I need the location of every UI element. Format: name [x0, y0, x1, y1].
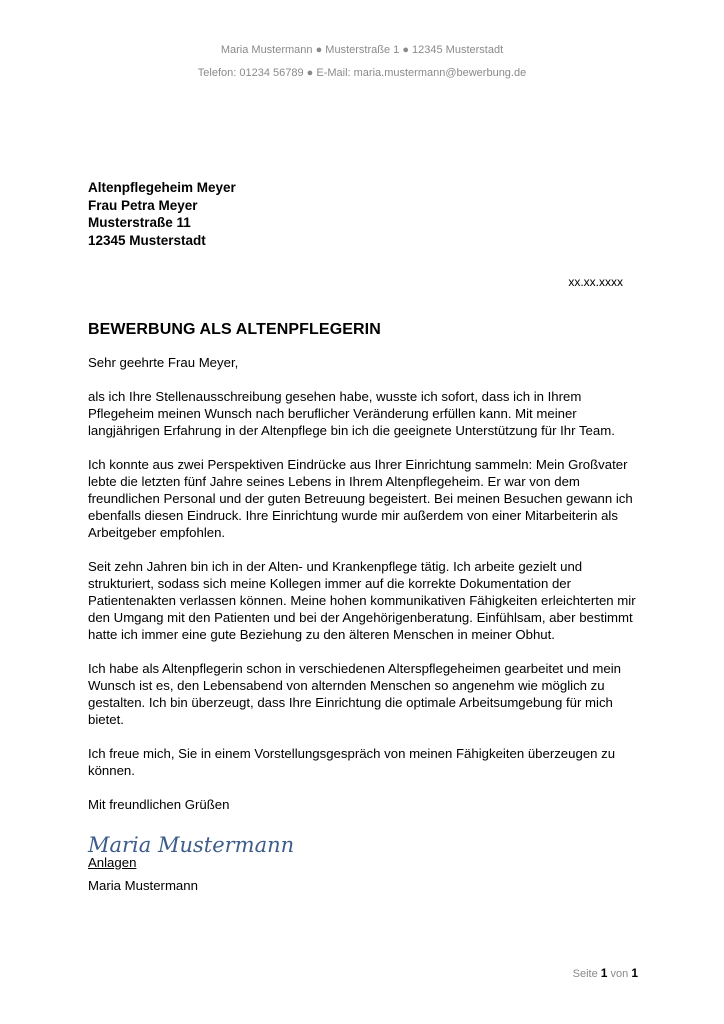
signer-name: Maria Mustermann	[88, 878, 198, 893]
salutation: Sehr geehrte Frau Meyer,	[88, 355, 239, 370]
recipient-address-block	[88, 179, 236, 249]
sender-contact-line: Telefon: 01234 56789 ● E-Mail: maria.mustermann@bewerbung.de	[197, 67, 527, 79]
recipient-street: Musterstraße 11	[88, 215, 191, 230]
page-prefix: Seite	[572, 968, 598, 980]
sender-address-line: Maria Mustermann ● Musterstraße 1 ● 12345 Musterstadt	[220, 44, 504, 56]
letter-date: xx.xx.xxxx	[568, 275, 623, 289]
recipient-city: 12345 Musterstadt	[88, 232, 206, 248]
body-paragraph-4: Ich habe als Altenpflegerin schon in verschiedenen Alterspflegeheimen gearbeitet und mein Wunsch ist es, den Lebensabend von alternden Menschen so angenehm wie möglich zu gestalten. Ich bin überzeugt, dass Ihre Einrichtung die optimale Arbeitsumgebung für mich bietet.	[88, 661, 621, 727]
body-paragraph-5: Ich freue mich, Sie in einem Vorstellungsgespräch von meinen Fähigkeiten überzeugen zu können.	[88, 746, 616, 778]
letter-body	[88, 354, 640, 911]
handwritten-signature: Maria Mustermann	[88, 833, 295, 857]
body-paragraph-2: Ich konnte aus zwei Perspektiven Eindrücke aus Ihrer Einrichtung sammeln: Mein Großvater lebte die letzten fünf Jahre seines Lebens in Ihrem Altenpflegeheim. Er war von dem freundlichen Personal und der guten Betreuung begeistert. Bei meinen Besuchen gewann ich ebenfalls diesen Eindruck. Ihre Einrichtung wurde mir außerdem von einer Mitarbeiterin als Arbeitgeber empfohlen.	[88, 457, 633, 540]
letter-subject: BEWERBUNG ALS ALTENPFLEGERIN	[88, 321, 381, 338]
recipient-contact: Frau Petra Meyer	[88, 197, 198, 213]
attachments-label: Anlagen	[88, 855, 137, 870]
body-paragraph-3: Seit zehn Jahren bin ich in der Alten- und Krankenpflege tätig. Ich arbeite gezielt und strukturiert, sodass sich meine Kollegen immer auf die korrekte Dokumentation der Patientenakten verlassen können. Meine hohen kommunikativen Fähigkeiten erleichterten mir den Umgang mit den Patienten und bei der Angehörigenberatung. Einfühlsam, aber bestimmt hatte ich immer eine gute Beziehung zu den älteren Menschen in meiner Obhut.	[88, 559, 636, 642]
page-total: 1	[631, 966, 638, 980]
page-of: von	[610, 968, 629, 980]
page-number	[573, 966, 638, 980]
closing: Mit freundlichen Grüßen	[88, 797, 230, 812]
recipient-company: Altenpflegeheim Meyer	[88, 180, 236, 195]
body-paragraph-1: als ich Ihre Stellenausschreibung gesehen habe, wusste ich sofort, dass ich in Ihrem Pflegeheim meinen Wunsch nach beruflicher Veränderung erfüllen kann. Mit meiner langjährigen Erfahrung in der Altenpflege bin ich die geeignete Unterstützung für Ihr Team.	[88, 389, 615, 438]
page-current: 1	[600, 966, 608, 980]
